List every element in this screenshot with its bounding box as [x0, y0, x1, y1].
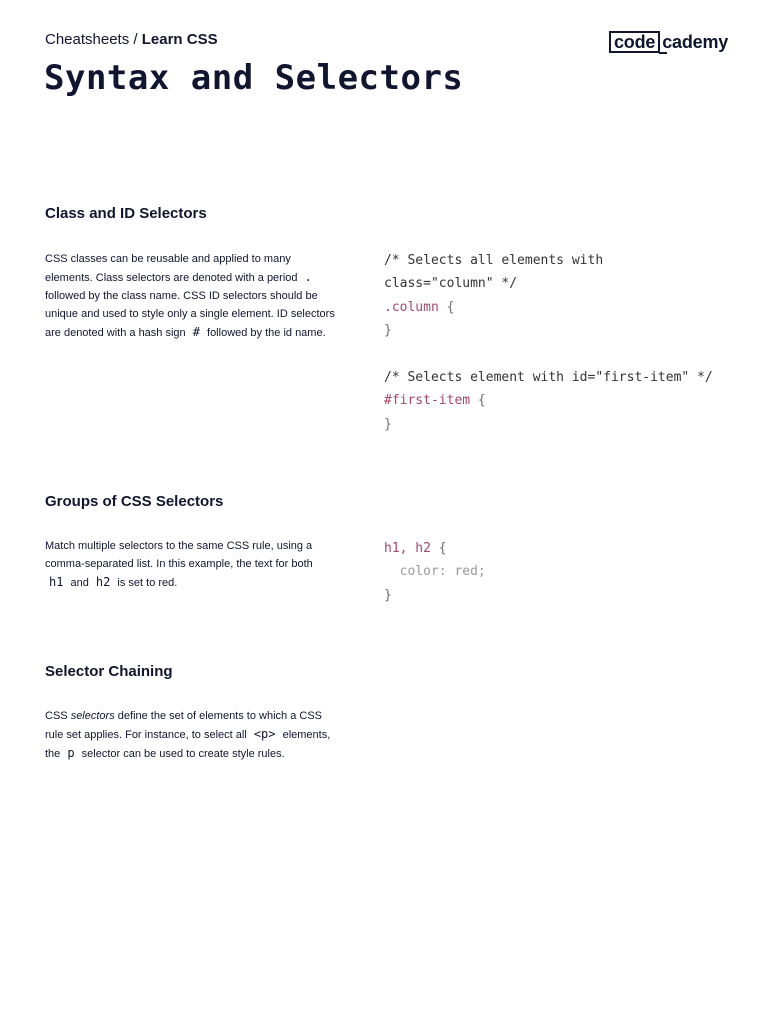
section-heading-groups: Groups of CSS Selectors [45, 493, 224, 510]
code-brace: } [384, 323, 392, 339]
code-brace: { [438, 299, 455, 315]
desc-emphasis: selectors [70, 710, 115, 722]
desc-text: CSS classes can be reusable and applied to many elements. Class selectors are denoted with a period [45, 253, 301, 284]
code-brace: } [384, 416, 392, 432]
breadcrumb [45, 31, 218, 48]
code-brace: { [470, 393, 486, 409]
desc-text: is set to red. [114, 577, 178, 589]
code-brace: } [384, 587, 392, 603]
code-declaration: color: red; [384, 564, 486, 580]
desc-text: CSS [45, 710, 71, 722]
section-heading-chaining: Selector Chaining [45, 663, 173, 680]
code-selector: h1, h2 [384, 541, 431, 556]
section-desc-chaining [45, 707, 335, 763]
breadcrumb-current[interactable]: Learn CSS [141, 31, 218, 48]
desc-text: followed by the class name. CSS ID selectors should be unique and used to style only a single element. ID selectors are denoted with a hash sign [45, 290, 335, 339]
codecademy-logo[interactable] [609, 31, 728, 53]
desc-text: elements, the [45, 729, 331, 760]
code-block-groups [384, 537, 486, 607]
page-title: Syntax and Selectors [44, 58, 464, 98]
inline-code: h2 [95, 575, 111, 589]
desc-text: and [67, 577, 92, 589]
code-block-class-id [384, 249, 713, 436]
code-selector: #first-item [384, 393, 471, 409]
desc-text: Match multiple selectors to the same CSS rule, using a comma-separated list. In this example, the text for both [45, 540, 313, 570]
inline-code: <p> [253, 727, 276, 741]
logo-cademy-text: cademy [662, 32, 729, 52]
code-comment: class="column" */ [384, 276, 518, 292]
desc-text: define the set of elements to which a CSS rule set applies. For instance, to select all [45, 710, 322, 741]
breadcrumb-root-link[interactable]: Cheatsheets [45, 31, 130, 48]
code-comment: /* Selects element with id="first-item" */ [384, 370, 713, 386]
inline-code: . [304, 270, 312, 284]
inline-code: # [192, 325, 200, 339]
breadcrumb-separator: / [129, 31, 142, 48]
desc-text: selector can be used to create style rules. [78, 748, 285, 760]
section-heading-class-id: Class and ID Selectors [45, 205, 207, 222]
section-desc-groups [45, 537, 335, 592]
desc-text: followed by the id name. [203, 327, 326, 339]
code-brace: { [430, 541, 447, 556]
logo-code-box: code [609, 31, 660, 53]
inline-code: h1 [49, 575, 64, 589]
inline-code: p [67, 746, 75, 760]
code-comment: /* Selects all elements with [384, 253, 604, 268]
code-selector: .column [384, 299, 439, 315]
section-desc-class-id [45, 250, 335, 342]
